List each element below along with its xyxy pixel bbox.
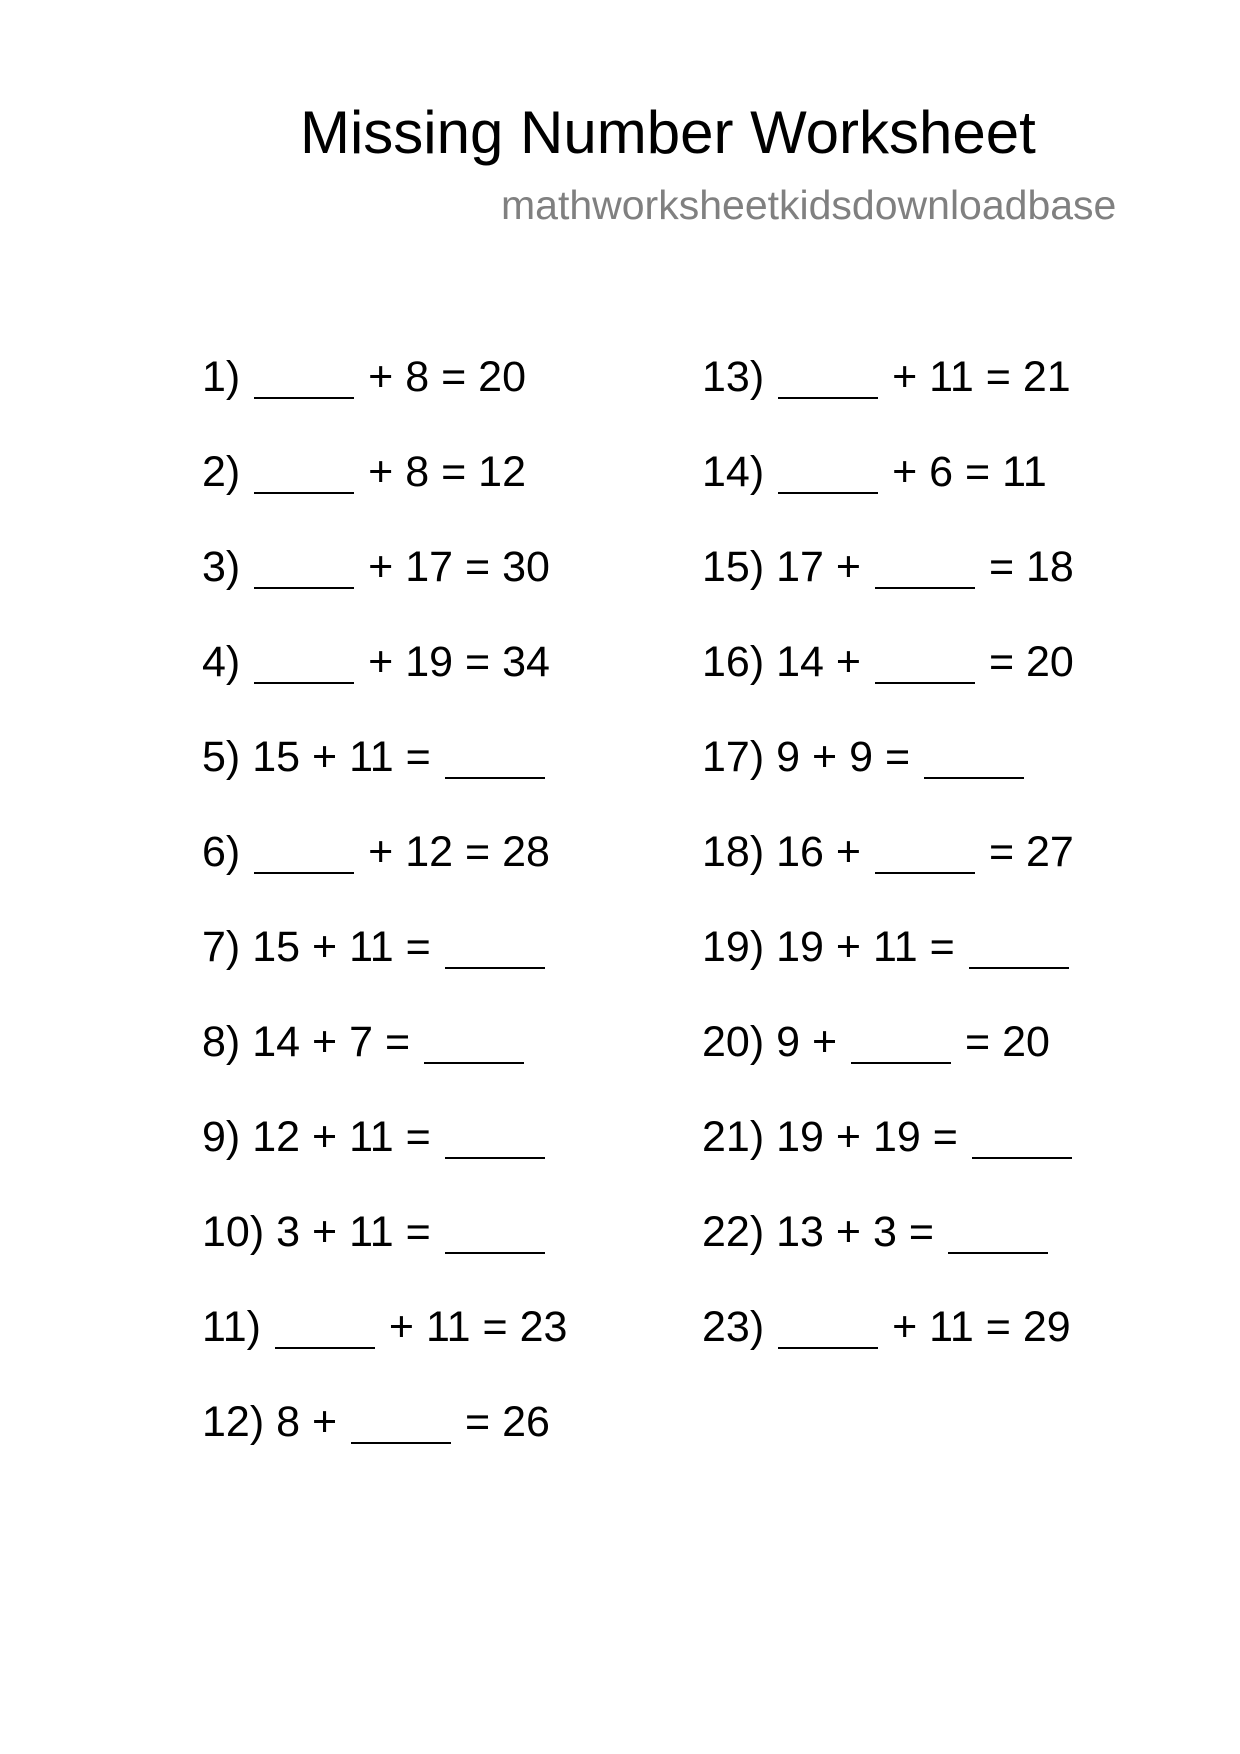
equals-sign: = xyxy=(985,353,1011,401)
result: 26 xyxy=(502,1398,550,1446)
equals-sign: = xyxy=(908,1208,934,1256)
answer-blank[interactable] xyxy=(445,1252,545,1254)
problem-number: 7) xyxy=(202,923,241,971)
result: 20 xyxy=(1002,1018,1050,1066)
answer-blank[interactable] xyxy=(875,682,975,684)
operand-b: 11 xyxy=(872,923,918,971)
worksheet-title: Missing Number Worksheet xyxy=(300,99,1036,166)
equals-sign: = xyxy=(405,733,431,781)
problem-number: 18) xyxy=(702,828,765,876)
result: 12 xyxy=(478,448,527,496)
problem-item xyxy=(202,922,547,972)
answer-blank[interactable] xyxy=(445,967,545,969)
problem-item xyxy=(202,1207,547,1257)
answer-blank[interactable] xyxy=(778,397,878,399)
operand-b: 8 xyxy=(405,353,430,401)
operand-a: 15 xyxy=(252,923,301,971)
operator: + xyxy=(368,543,394,591)
result: 28 xyxy=(502,828,550,876)
problem-number: 14) xyxy=(702,448,765,496)
operand-b: 11 xyxy=(929,1303,974,1351)
operand-b: 11 xyxy=(425,1303,471,1351)
operand-a: 9 xyxy=(776,1018,801,1066)
operator: + xyxy=(368,638,394,686)
problem-item xyxy=(702,1017,1050,1067)
equals-sign: = xyxy=(988,828,1015,876)
equals-sign: = xyxy=(482,1303,508,1351)
answer-blank[interactable] xyxy=(924,777,1024,779)
problem-item xyxy=(702,732,1026,782)
problem-number: 8) xyxy=(202,1018,241,1066)
problem-item xyxy=(202,1112,547,1162)
result: 21 xyxy=(1022,353,1071,401)
operand-b: 7 xyxy=(349,1018,373,1066)
answer-blank[interactable] xyxy=(875,872,975,874)
equals-sign: = xyxy=(884,733,911,781)
problem-number: 11) xyxy=(202,1303,261,1351)
result: 23 xyxy=(519,1303,568,1351)
operand-a: 3 xyxy=(276,1208,301,1256)
operand-b: 11 xyxy=(349,1208,394,1256)
operand-b: 12 xyxy=(405,828,454,876)
problem-item xyxy=(202,1302,567,1352)
operand-b: 6 xyxy=(929,448,954,496)
operand-b: 9 xyxy=(849,733,873,781)
answer-blank[interactable] xyxy=(972,1157,1072,1159)
operand-b: 11 xyxy=(349,733,394,781)
problem-item xyxy=(702,352,1071,402)
equals-sign: = xyxy=(441,448,467,496)
answer-blank[interactable] xyxy=(254,492,354,494)
problem-item xyxy=(702,922,1071,972)
operand-b: 11 xyxy=(349,923,394,971)
equals-sign: = xyxy=(932,1113,958,1161)
operator: + xyxy=(892,1303,918,1351)
problem-item xyxy=(702,447,1047,497)
problem-number: 4) xyxy=(202,638,241,686)
problem-item xyxy=(202,637,550,687)
equals-sign: = xyxy=(988,638,1015,686)
operator: + xyxy=(892,353,918,401)
equals-sign: = xyxy=(405,923,431,971)
problem-number: 17) xyxy=(702,733,765,781)
problem-item xyxy=(702,827,1074,877)
operand-a: 8 xyxy=(276,1398,301,1446)
operand-b: 19 xyxy=(405,638,454,686)
operand-a: 12 xyxy=(252,1113,301,1161)
equals-sign: = xyxy=(965,448,991,496)
equals-sign: = xyxy=(405,1208,431,1256)
problem-number: 2) xyxy=(202,448,241,496)
problem-item xyxy=(202,352,526,402)
problem-number: 10) xyxy=(202,1208,265,1256)
operand-a: 15 xyxy=(252,733,301,781)
problem-number: 22) xyxy=(702,1208,765,1256)
answer-blank[interactable] xyxy=(351,1442,451,1444)
operator: + xyxy=(368,448,394,496)
operator: + xyxy=(835,543,862,591)
answer-blank[interactable] xyxy=(254,587,354,589)
equals-sign: = xyxy=(465,828,491,876)
answer-blank[interactable] xyxy=(254,872,354,874)
problem-number: 6) xyxy=(202,828,241,876)
operand-a: 14 xyxy=(252,1018,301,1066)
equals-sign: = xyxy=(441,353,467,401)
answer-blank[interactable] xyxy=(875,587,975,589)
equals-sign: = xyxy=(465,1398,491,1446)
operand-a: 9 xyxy=(776,733,801,781)
operand-a: 17 xyxy=(776,543,824,591)
operator: + xyxy=(835,1113,862,1161)
answer-blank[interactable] xyxy=(948,1252,1048,1254)
problem-number: 1) xyxy=(202,353,241,401)
operator: + xyxy=(811,1018,838,1066)
operator: + xyxy=(368,353,394,401)
operator: + xyxy=(835,638,862,686)
problem-item xyxy=(202,447,526,497)
operand-b: 19 xyxy=(872,1113,921,1161)
problem-item xyxy=(702,542,1074,592)
result: 20 xyxy=(478,353,527,401)
result: 11 xyxy=(1002,448,1047,496)
answer-blank[interactable] xyxy=(424,1062,524,1064)
operator: + xyxy=(388,1303,414,1351)
equals-sign: = xyxy=(384,1018,411,1066)
problem-number: 12) xyxy=(202,1398,265,1446)
problem-item xyxy=(202,542,550,592)
operator: + xyxy=(311,1208,338,1256)
operand-a: 16 xyxy=(776,828,824,876)
operator: + xyxy=(311,923,338,971)
operator: + xyxy=(835,923,862,971)
answer-blank[interactable] xyxy=(969,967,1069,969)
problem-number: 3) xyxy=(202,543,241,591)
problem-item xyxy=(202,827,550,877)
equals-sign: = xyxy=(465,543,491,591)
operand-b: 8 xyxy=(405,448,430,496)
operator: + xyxy=(311,1113,338,1161)
operand-b: 11 xyxy=(929,353,974,401)
operator: + xyxy=(835,828,862,876)
answer-blank[interactable] xyxy=(254,682,354,684)
equals-sign: = xyxy=(988,543,1015,591)
operator: + xyxy=(368,828,394,876)
operator: + xyxy=(311,1018,338,1066)
operator: + xyxy=(835,1208,862,1256)
problem-item xyxy=(702,1207,1050,1257)
operand-b: 11 xyxy=(349,1113,394,1161)
operand-a: 14 xyxy=(776,638,824,686)
problem-number: 16) xyxy=(702,638,765,686)
problem-item xyxy=(202,1397,550,1447)
problem-number: 9) xyxy=(202,1113,241,1161)
result: 20 xyxy=(1026,638,1074,686)
worksheet-source-label: mathworksheetkidsdownloadbase xyxy=(501,182,1117,228)
operand-b: 3 xyxy=(872,1208,897,1256)
answer-blank[interactable] xyxy=(254,397,354,399)
problem-number: 5) xyxy=(202,733,241,781)
operand-a: 13 xyxy=(776,1208,824,1256)
equals-sign: = xyxy=(465,638,491,686)
problem-item xyxy=(202,732,547,782)
operator: + xyxy=(311,733,338,781)
problem-number: 21) xyxy=(702,1113,765,1161)
operand-a: 19 xyxy=(776,1113,824,1161)
operator: + xyxy=(811,733,838,781)
equals-sign: = xyxy=(965,1018,991,1066)
answer-blank[interactable] xyxy=(275,1347,375,1349)
operand-b: 17 xyxy=(405,543,454,591)
result: 29 xyxy=(1022,1303,1071,1351)
equals-sign: = xyxy=(929,923,955,971)
problem-item xyxy=(202,1017,526,1067)
equals-sign: = xyxy=(985,1303,1011,1351)
problem-number: 20) xyxy=(702,1018,765,1066)
problem-number: 23) xyxy=(702,1303,765,1351)
problem-number: 19) xyxy=(702,923,765,971)
answer-blank[interactable] xyxy=(778,1347,878,1349)
answer-blank[interactable] xyxy=(851,1062,951,1064)
problem-item xyxy=(702,1302,1071,1352)
problem-item xyxy=(702,1112,1074,1162)
operator: + xyxy=(311,1398,338,1446)
result: 27 xyxy=(1026,828,1074,876)
equals-sign: = xyxy=(405,1113,431,1161)
problem-number: 13) xyxy=(702,353,765,401)
answer-blank[interactable] xyxy=(778,492,878,494)
result: 34 xyxy=(502,638,550,686)
problem-item xyxy=(702,637,1074,687)
result: 18 xyxy=(1026,543,1074,591)
operand-a: 19 xyxy=(776,923,824,971)
problem-number: 15) xyxy=(702,543,765,591)
result: 30 xyxy=(502,543,550,591)
answer-blank[interactable] xyxy=(445,777,545,779)
answer-blank[interactable] xyxy=(445,1157,545,1159)
operator: + xyxy=(892,448,918,496)
